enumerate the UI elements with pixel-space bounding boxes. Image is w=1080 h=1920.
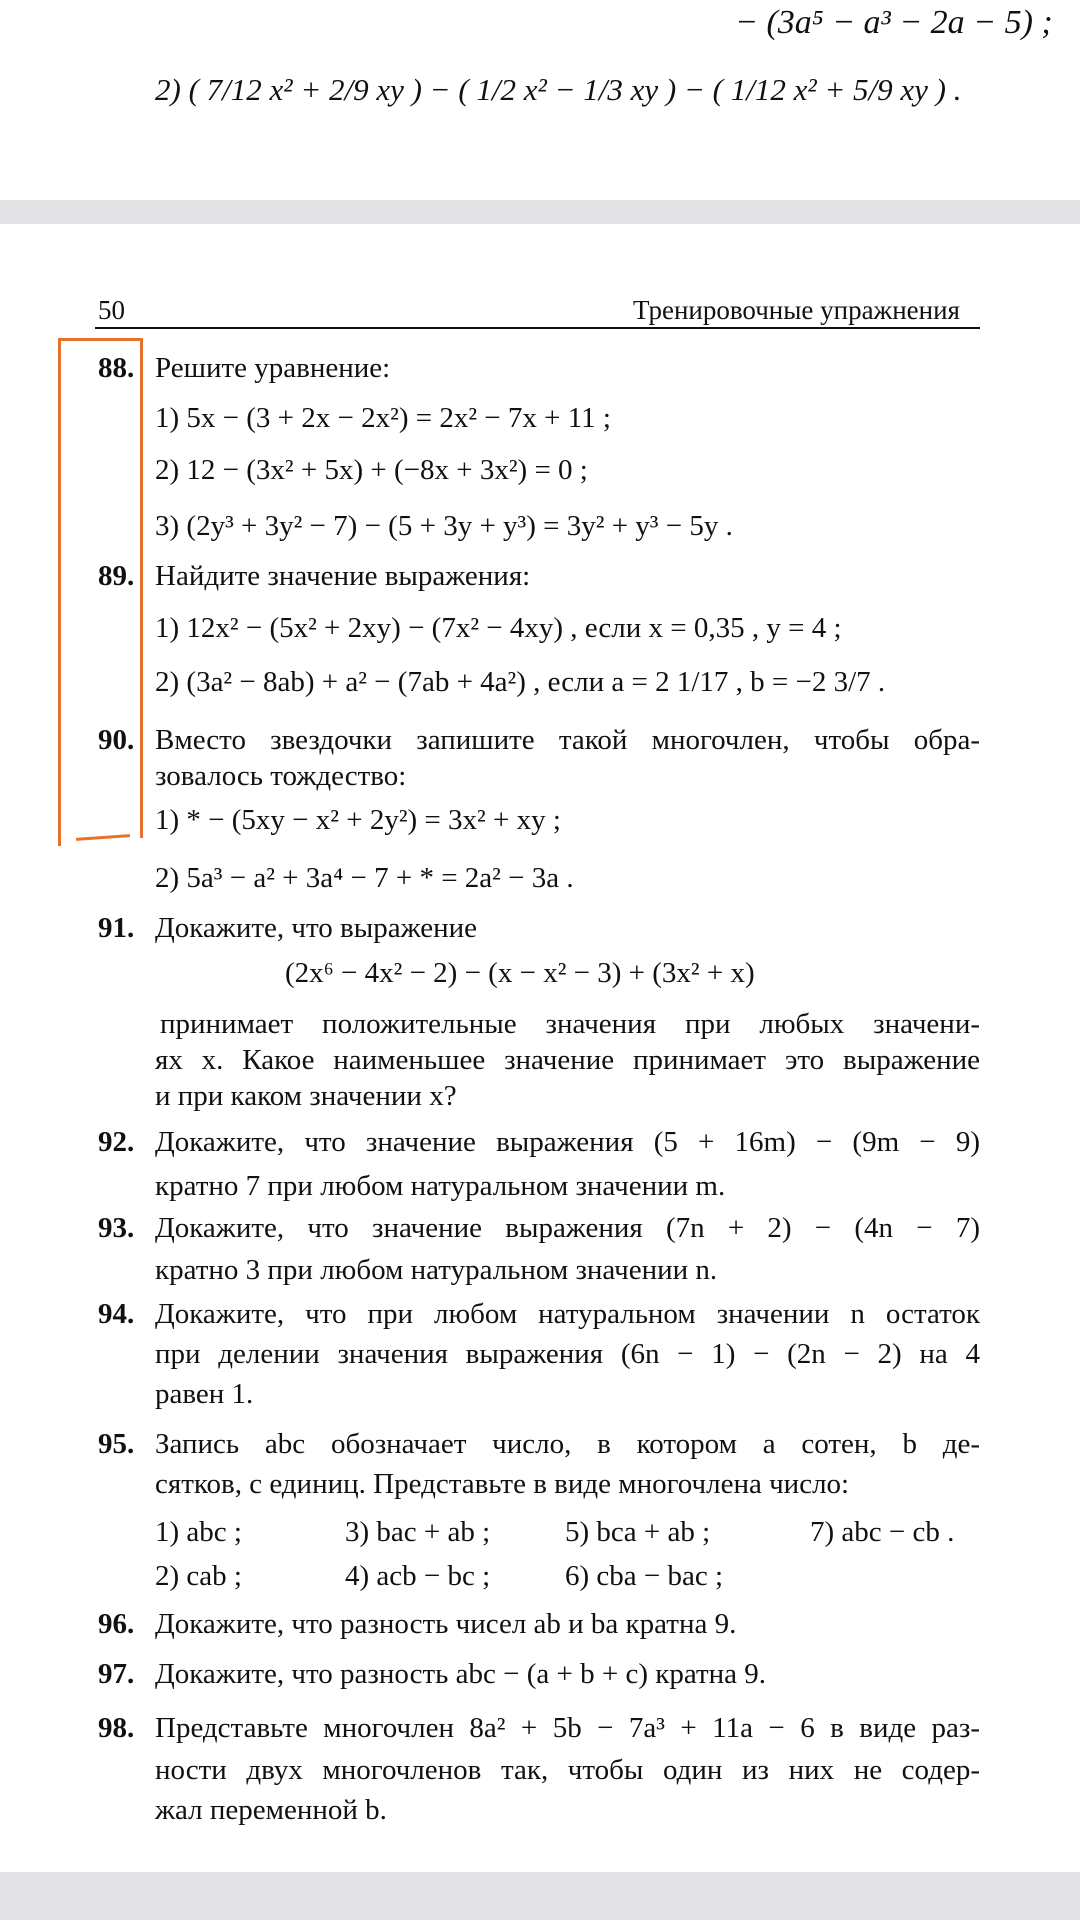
header-rule	[95, 327, 980, 329]
exercise-89-text: Найдите значение выражения:	[155, 560, 531, 592]
exercise-95-item-2: 2) cab ;	[155, 1560, 242, 1592]
exercise-95-item-3: 3) bac + ab ;	[345, 1516, 491, 1548]
exercise-88-item-2: 2) 12 − (3x² + 5x) + (−8x + 3x²) = 0 ;	[155, 454, 588, 486]
exercise-90-item-1: 1) * − (5xy − x² + 2y²) = 3x² + xy ;	[155, 804, 561, 836]
page-separator	[0, 200, 1080, 224]
exercise-90-text-2: зовалось тождество:	[155, 760, 407, 792]
exercise-90-text-1: Вместо звездочки запишите такой многочлен, чтобы обра-	[155, 724, 980, 756]
exercise-95-item-4: 4) acb − bc ;	[345, 1560, 491, 1592]
exercise-88-item-3: 3) (2y³ + 3y² − 7) − (5 + 3y + y³) = 3y² + y³ − 5y .	[155, 510, 733, 542]
exercise-89-number: 89.	[98, 560, 135, 592]
exercise-98-number: 98.	[98, 1712, 135, 1744]
exercise-91-line-2: ях x. Какое наименьшее значение принимает это выражение	[155, 1044, 980, 1076]
exercise-98-line-1: Представьте многочлен 8a² + 5b − 7a³ + 11a − 6 в виде раз-	[155, 1712, 980, 1744]
exercise-88-text: Решите уравнение:	[155, 352, 391, 384]
exercise-88-number: 88.	[98, 352, 135, 384]
exercise-98-line-3: жал переменной b.	[155, 1794, 387, 1826]
annotation-left-line	[58, 338, 61, 846]
exercise-95-line-2: сятков, c единиц. Представьте в виде многочлена число:	[155, 1468, 850, 1500]
running-title: Тренировочные упражнения	[633, 295, 960, 325]
exercise-91-formula: (2x⁶ − 4x² − 2) − (x − x² − 3) + (3x² + x)	[285, 957, 755, 989]
exercise-95-item-1: 1) abc ;	[155, 1516, 242, 1548]
annotation-top-line	[60, 338, 142, 341]
annotation-underline	[76, 834, 130, 841]
previous-page-fragment: − (3a⁵ − a³ − 2a − 5) ;	[735, 4, 1053, 41]
annotation-right-line	[140, 338, 143, 838]
exercise-95-number: 95.	[98, 1428, 135, 1460]
exercise-91-number: 91.	[98, 912, 135, 944]
exercise-89-item-2: 2) (3a² − 8ab) + a² − (7ab + 4a²) , если a = 2 1/17 , b = −2 3/7 .	[155, 666, 886, 698]
exercise-93-line-2: кратно 3 при любом натуральном значении n.	[155, 1254, 718, 1286]
exercise-93-line-1: Докажите, что значение выражения (7n + 2) − (4n − 7)	[155, 1212, 980, 1244]
exercise-95-item-5: 5) bca + ab ;	[565, 1516, 711, 1548]
exercise-91-line-1: принимает положительные значения при любых значени-	[160, 1008, 980, 1040]
exercise-92-number: 92.	[98, 1126, 135, 1158]
page-bottom-band	[0, 1872, 1080, 1920]
exercise-92-line-2: кратно 7 при любом натуральном значении m.	[155, 1170, 726, 1202]
previous-page-item-2: 2) ( 7/12 x² + 2/9 xy ) − ( 1/2 x² − 1/3 xy ) − ( 1/12 x² + 5/9 xy ) .	[155, 72, 962, 107]
exercise-94-line-2: при делении значения выражения (6n − 1) − (2n − 2) на 4	[155, 1338, 980, 1370]
exercise-90-item-2: 2) 5a³ − a² + 3a⁴ − 7 + * = 2a² − 3a .	[155, 862, 574, 894]
exercise-97-line-1: Докажите, что разность abc − (a + b + c) кратна 9.	[155, 1658, 767, 1690]
exercise-90-number: 90.	[98, 724, 135, 756]
page-number: 50	[98, 295, 125, 325]
exercise-96-line-1: Докажите, что разность чисел ab и ba кратна 9.	[155, 1608, 737, 1640]
exercise-94-number: 94.	[98, 1298, 135, 1330]
exercise-94-line-3: равен 1.	[155, 1378, 254, 1410]
exercise-94-line-1: Докажите, что при любом натуральном значении n остаток	[155, 1298, 980, 1330]
exercise-88-item-1: 1) 5x − (3 + 2x − 2x²) = 2x² − 7x + 11 ;	[155, 402, 611, 434]
exercise-96-number: 96.	[98, 1608, 135, 1640]
exercise-95-item-6: 6) cba − bac ;	[565, 1560, 724, 1592]
exercise-92-line-1: Докажите, что значение выражения (5 + 16m) − (9m − 9)	[155, 1126, 980, 1158]
exercise-91-text: Докажите, что выражение	[155, 912, 478, 944]
exercise-97-number: 97.	[98, 1658, 135, 1690]
exercise-95-item-7: 7) abc − cb .	[810, 1516, 955, 1548]
exercise-98-line-2: ности двух многочленов так, чтобы один из них не содер-	[155, 1754, 980, 1786]
exercise-93-number: 93.	[98, 1212, 135, 1244]
exercise-95-line-1: Запись abc обозначает число, в котором a сотен, b де-	[155, 1428, 980, 1460]
exercise-91-line-3: и при каком значении x?	[155, 1080, 457, 1112]
exercise-89-item-1: 1) 12x² − (5x² + 2xy) − (7x² − 4xy) , если x = 0,35 , y = 4 ;	[155, 612, 842, 644]
